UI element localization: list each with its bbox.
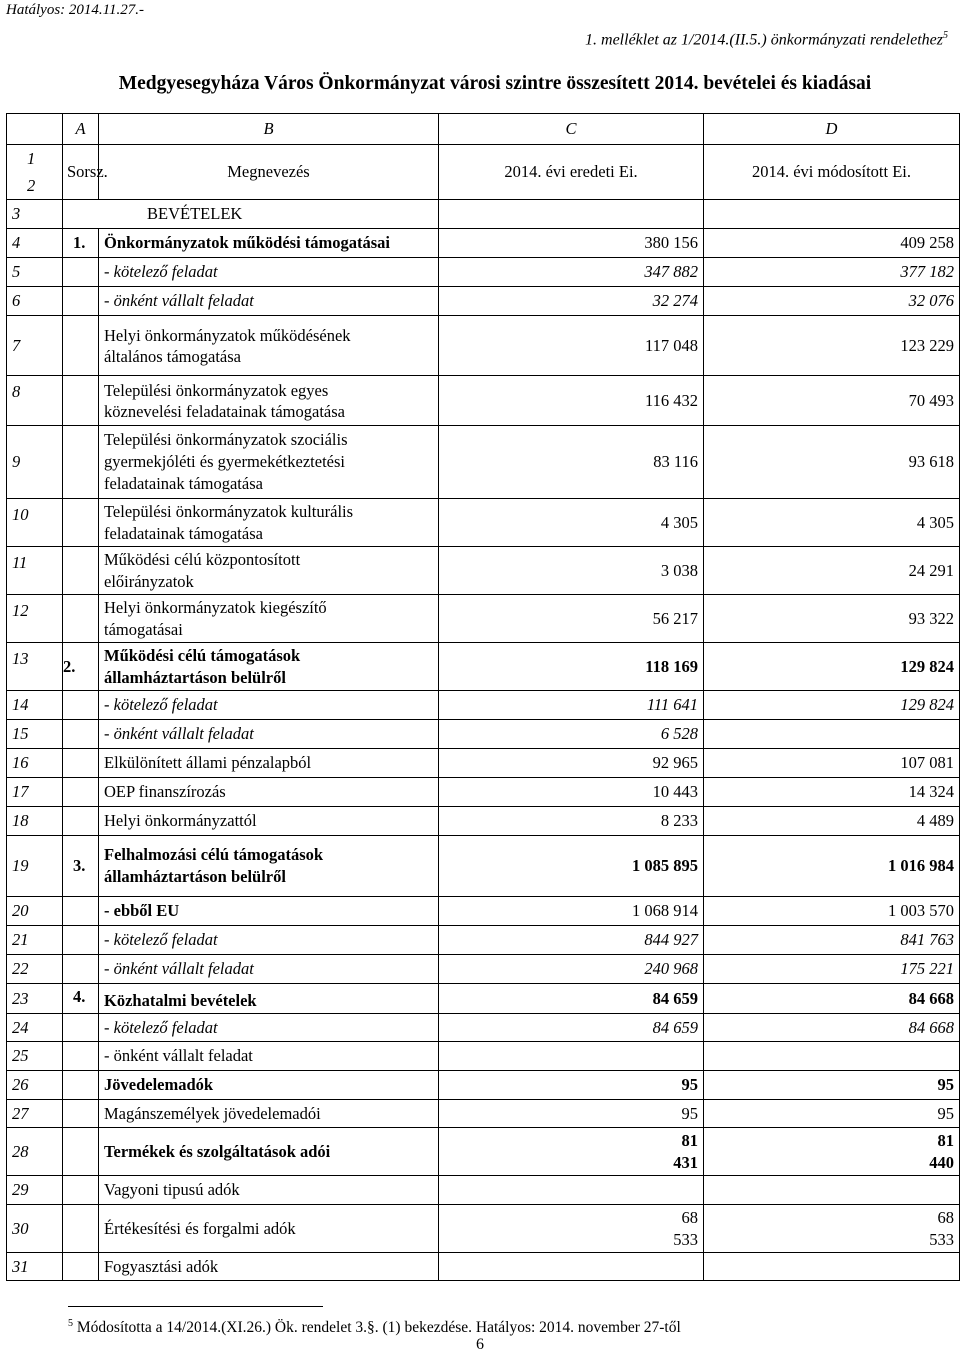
document-title: Medgyesegyháza Város Önkormányzat városi szintre összesített 2014. bevételei és kiadásai: [118, 73, 872, 94]
cell-c: [439, 1128, 704, 1176]
row-index: 18: [7, 807, 63, 836]
row-label: - ebből EU: [99, 897, 439, 926]
row-index: 6: [7, 287, 63, 316]
header-sorsz: Sorsz.: [63, 145, 99, 200]
column-letter-c: C: [439, 114, 704, 145]
row-label: Önkormányzatok működési támogatásai: [99, 229, 439, 258]
cell-d: 4 489: [704, 807, 960, 836]
row-index: 22: [7, 955, 63, 984]
footnote: [68, 1318, 681, 1337]
cell-c: 6 528: [439, 720, 704, 749]
row-index: 25: [7, 1042, 63, 1071]
row-sorsz: [63, 1176, 99, 1205]
row-sorsz: [63, 1128, 99, 1176]
cell-d: 95: [704, 1071, 960, 1100]
cell-d-line1: 81: [937, 1130, 954, 1150]
table-row: [7, 287, 960, 316]
row-sorsz: 2.: [63, 643, 99, 691]
row-sorsz: [63, 547, 99, 595]
cell-c-line2: 431: [673, 1152, 698, 1172]
row-sorsz: 3.: [63, 836, 99, 897]
cell-c-line2: 533: [673, 1229, 698, 1249]
row-sorsz: [63, 807, 99, 836]
row-sorsz: 4.: [63, 984, 99, 1014]
row-label: - kötelező feladat: [99, 926, 439, 955]
cell-d: 409 258: [704, 229, 960, 258]
cell-c: 240 968: [439, 955, 704, 984]
cell-c: 1 068 914: [439, 897, 704, 926]
row-label: - kötelező feladat: [99, 1014, 439, 1042]
row-sorsz: [63, 1042, 99, 1071]
row-index: 27: [7, 1100, 63, 1128]
row-label: BEVÉTELEK: [63, 200, 439, 229]
cell-d: [704, 1253, 960, 1281]
row-sorsz: [63, 955, 99, 984]
table-row: [7, 955, 960, 984]
row-index: 29: [7, 1176, 63, 1205]
row-label: - kötelező feladat: [99, 691, 439, 720]
cell-c: [439, 1253, 704, 1281]
row-index: 17: [7, 778, 63, 807]
row-index: 11: [7, 547, 63, 595]
table-row: [7, 778, 960, 807]
row-sorsz: [63, 1014, 99, 1042]
row-label: Helyi önkormányzatok kiegészítő támogatásai: [99, 595, 439, 643]
budget-table: [6, 113, 960, 1281]
cell-c: 117 048: [439, 316, 704, 376]
cell-d: 84 668: [704, 984, 960, 1014]
table-row: [7, 897, 960, 926]
row-label: Közhatalmi bevételek: [99, 984, 439, 1014]
table-row: [7, 1014, 960, 1042]
cell-c: 92 965: [439, 749, 704, 778]
row-index: 31: [7, 1253, 63, 1281]
cell-c: 347 882: [439, 258, 704, 287]
cell-c: 1 085 895: [439, 836, 704, 897]
row-sorsz: [63, 1100, 99, 1128]
row-index: 24: [7, 1014, 63, 1042]
header-eredeti: 2014. évi eredeti Ei.: [439, 145, 704, 200]
row-label: Magánszemélyek jövedelemadói: [99, 1100, 439, 1128]
row-label: Települési önkormányzatok egyes köznevelési feladatainak támogatása: [99, 376, 439, 426]
cell-c: 4 305: [439, 499, 704, 547]
cell-c-line1: 81: [681, 1130, 698, 1150]
cell-c: [439, 200, 704, 229]
row-sorsz: [63, 1253, 99, 1281]
row-label: Értékesítési és forgalmi adók: [99, 1205, 439, 1253]
effective-date-label: Hatályos: 2014.11.27.-: [6, 2, 145, 18]
table-row: [7, 691, 960, 720]
cell-d: [704, 720, 960, 749]
cell-c: 118 169: [439, 643, 704, 691]
row-index: 8: [7, 376, 63, 426]
row-sorsz: [63, 1071, 99, 1100]
cell-c: 844 927: [439, 926, 704, 955]
row-index: 5: [7, 258, 63, 287]
table-row: [7, 836, 960, 897]
annex-label: [585, 30, 948, 49]
cell-d: 95: [704, 1100, 960, 1128]
row-label: - önként vállalt feladat: [99, 287, 439, 316]
row-sorsz: [63, 499, 99, 547]
row-label: Termékek és szolgáltatások adói: [99, 1128, 439, 1176]
cell-c: 10 443: [439, 778, 704, 807]
row-sorsz: [63, 926, 99, 955]
cell-d: [704, 1128, 960, 1176]
footnote-text: Módosította a 14/2014.(XI.26.) Ök. rendelet 3.§. (1) bekezdése. Hatályos: 2014. november 27-től: [76, 1319, 681, 1337]
row-index: 20: [7, 897, 63, 926]
cell-d: [704, 1176, 960, 1205]
row-sorsz: [63, 287, 99, 316]
table-row: [7, 643, 960, 691]
page-number: 6: [476, 1336, 484, 1353]
cell-c: 3 038: [439, 547, 704, 595]
row-sorsz: [63, 426, 99, 499]
annex-footnote-ref: 5: [943, 30, 948, 41]
cell-d: 32 076: [704, 287, 960, 316]
cell-d-line2: 440: [929, 1152, 954, 1172]
cell-c: [439, 1205, 704, 1253]
cell-c: 380 156: [439, 229, 704, 258]
row-label: - önként vállalt feladat: [99, 720, 439, 749]
cell-c: 83 116: [439, 426, 704, 499]
column-letter-a: A: [63, 114, 99, 145]
row-index: 23: [7, 984, 63, 1014]
table-row: [7, 1071, 960, 1100]
table-row: [7, 200, 960, 229]
row-label: Működési célú központosított előirányzatok: [99, 547, 439, 595]
header-megnevezes: Megnevezés: [99, 145, 439, 200]
row-label: Települési önkormányzatok szociális gyermekjóléti és gyermekétkeztetési feladatainak támogatása: [99, 426, 439, 499]
cell-c: 8 233: [439, 807, 704, 836]
cell-c: 84 659: [439, 1014, 704, 1042]
cell-c: 95: [439, 1071, 704, 1100]
cell-c: [439, 1042, 704, 1071]
row-label: Helyi önkormányzattól: [99, 807, 439, 836]
row-sorsz: [63, 376, 99, 426]
cell-d-line1: 68: [937, 1207, 954, 1227]
row-sorsz: [63, 778, 99, 807]
cell-d: [704, 1042, 960, 1071]
row-sorsz: [63, 258, 99, 287]
row-label: Települési önkormányzatok kulturális feladatainak támogatása: [99, 499, 439, 547]
row-label: Vagyoni tipusú adók: [99, 1176, 439, 1205]
cell-d: 1 003 570: [704, 897, 960, 926]
cell-c: 116 432: [439, 376, 704, 426]
cell-d: [704, 1205, 960, 1253]
cell-c: [439, 1176, 704, 1205]
cell-d: 175 221: [704, 955, 960, 984]
row-sorsz: 1.: [63, 229, 99, 258]
cell-d: 70 493: [704, 376, 960, 426]
row-label: Felhalmozási célú támogatások államháztartáson belülről: [99, 836, 439, 897]
row-index: 15: [7, 720, 63, 749]
row-label: Fogyasztási adók: [99, 1253, 439, 1281]
table-row: [7, 1042, 960, 1071]
header-modositott: 2014. évi módosított Ei.: [704, 145, 960, 200]
cell-d: 841 763: [704, 926, 960, 955]
table-row: [7, 1100, 960, 1128]
table-row: [7, 1253, 960, 1281]
column-letters-row: [7, 114, 960, 145]
row-sorsz: [63, 1205, 99, 1253]
cell-d: 129 824: [704, 691, 960, 720]
row-index: 30: [7, 1205, 63, 1253]
cell-d: 93 322: [704, 595, 960, 643]
table-row: [7, 426, 960, 499]
footnote-separator: [68, 1306, 323, 1307]
table-row: [7, 749, 960, 778]
cell-c: 32 274: [439, 287, 704, 316]
column-header-row: [7, 145, 960, 200]
row-index: 19: [7, 836, 63, 897]
annex-text: 1. melléklet az 1/2014.(II.5.) önkormányzati rendelethez: [585, 31, 943, 49]
table-row: [7, 720, 960, 749]
row-index: 12: [7, 595, 63, 643]
cell-d: 14 324: [704, 778, 960, 807]
table-row: [7, 376, 960, 426]
row-sorsz: [63, 316, 99, 376]
corner-cell: [7, 114, 63, 145]
row-index: 13: [7, 643, 63, 691]
row-label: - kötelező feladat: [99, 258, 439, 287]
row-label: Jövedelemadók: [99, 1071, 439, 1100]
row-label: Elkülönített állami pénzalapból: [99, 749, 439, 778]
row-index: 28: [7, 1128, 63, 1176]
cell-d: [704, 200, 960, 229]
row-index: 21: [7, 926, 63, 955]
cell-c-line1: 68: [681, 1207, 698, 1227]
row-index: 3: [7, 200, 63, 229]
cell-d: 377 182: [704, 258, 960, 287]
header-row-index-1: 1: [27, 149, 36, 168]
cell-d: 4 305: [704, 499, 960, 547]
header-row-index-2: 2: [27, 176, 36, 195]
row-index: 26: [7, 1071, 63, 1100]
cell-c: 84 659: [439, 984, 704, 1014]
table-row: [7, 807, 960, 836]
row-index: 9: [7, 426, 63, 499]
cell-c: 111 641: [439, 691, 704, 720]
table-row: [7, 258, 960, 287]
row-sorsz: [63, 595, 99, 643]
column-letter-b: B: [99, 114, 439, 145]
table-row: [7, 547, 960, 595]
row-sorsz: [63, 749, 99, 778]
table-row: [7, 1205, 960, 1253]
cell-d: 1 016 984: [704, 836, 960, 897]
row-label: Működési célú támogatások államháztartáson belülről: [99, 643, 439, 691]
cell-c: 95: [439, 1100, 704, 1128]
footnote-marker: 5: [68, 1318, 73, 1329]
cell-d: 123 229: [704, 316, 960, 376]
row-sorsz: [63, 720, 99, 749]
table-row: [7, 499, 960, 547]
row-label: - önként vállalt feladat: [99, 955, 439, 984]
table-row: [7, 984, 960, 1014]
row-label: - önként vállalt feladat: [99, 1042, 439, 1071]
row-label: Helyi önkormányzatok működésének általános támogatása: [99, 316, 439, 376]
cell-d: 129 824: [704, 643, 960, 691]
row-index: 10: [7, 499, 63, 547]
row-index: 7: [7, 316, 63, 376]
cell-d: 107 081: [704, 749, 960, 778]
table-row: [7, 1128, 960, 1176]
table-row: [7, 316, 960, 376]
column-letter-d: D: [704, 114, 960, 145]
table-row: [7, 1176, 960, 1205]
cell-d: 24 291: [704, 547, 960, 595]
table-row: [7, 595, 960, 643]
header-row-index: [7, 145, 63, 200]
cell-d: 84 668: [704, 1014, 960, 1042]
row-sorsz: [63, 691, 99, 720]
table-row: [7, 926, 960, 955]
row-label: OEP finanszírozás: [99, 778, 439, 807]
row-index: 14: [7, 691, 63, 720]
row-sorsz: [63, 897, 99, 926]
row-index: 16: [7, 749, 63, 778]
cell-d-line2: 533: [929, 1229, 954, 1249]
cell-c: 56 217: [439, 595, 704, 643]
row-index: 4: [7, 229, 63, 258]
table-row: [7, 229, 960, 258]
cell-d: 93 618: [704, 426, 960, 499]
